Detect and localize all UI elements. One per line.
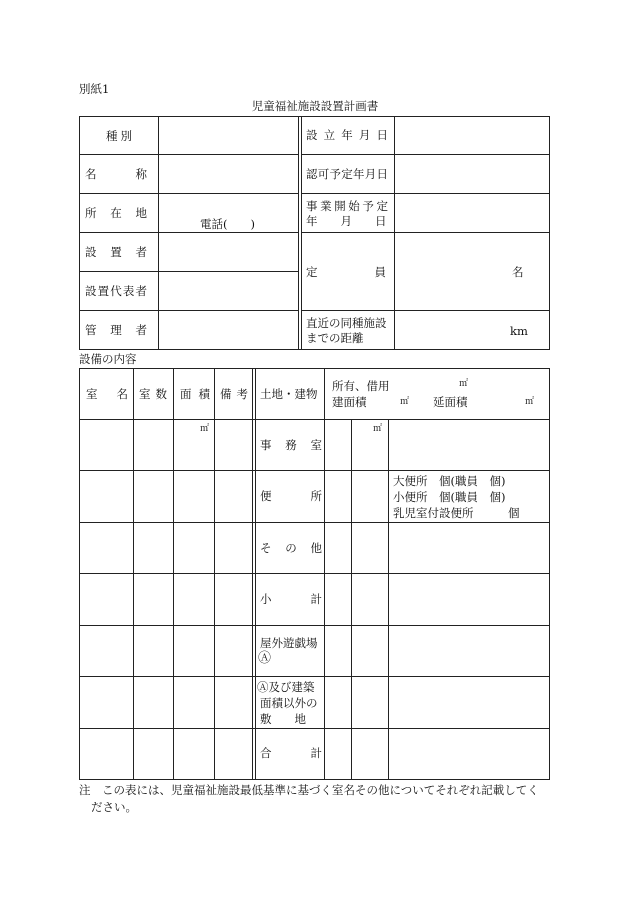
name-label: 名 称	[85, 167, 147, 181]
distance-label: 直近の同種施設	[306, 316, 387, 330]
equipment-section-title: 設備の内容	[79, 352, 137, 366]
unit-m2: ㎡	[459, 379, 469, 389]
unit-m2: ㎡	[373, 424, 383, 434]
header-room-name: 室 名	[86, 387, 128, 401]
established-date-label: 設 立 年 月 日	[306, 128, 388, 142]
header-floor-area: 延面積	[433, 395, 468, 409]
header-remarks: 備 考	[220, 387, 248, 401]
phone-text: 電話( )	[200, 217, 255, 231]
playground-mark: Ⓐ	[258, 651, 272, 666]
row-other: そ の 他	[260, 541, 322, 555]
start-date-label: 事 業 開 始 予 定	[306, 199, 388, 213]
distance-unit: km	[510, 324, 528, 338]
note-line-2: ださい。	[91, 800, 137, 814]
distance-label-2: までの距離	[306, 331, 364, 345]
header-ownership: 所有、借用	[332, 379, 390, 393]
row-outside-land-3: 敷 地	[260, 712, 306, 726]
unit-m2: ㎡	[400, 397, 410, 407]
capacity-label: 定 員	[306, 265, 386, 279]
note-line-1: この表には、児童福祉施設最低基準に基づく室名その他についてそれぞれ記載してく	[102, 783, 539, 797]
row-office: 事 務 室	[260, 438, 322, 452]
row-subtotal: 小 計	[260, 592, 322, 606]
header-land-building: 土地・建物	[260, 387, 318, 401]
document-title: 児童福祉施設設置計画書	[251, 99, 379, 113]
row-playground: 屋外遊戯場	[260, 636, 318, 650]
row-outside-land: Ⓐ及び建築	[257, 680, 315, 694]
note-prefix: 注	[79, 783, 91, 797]
unit-m2: ㎡	[525, 397, 535, 407]
row-outside-land-2: 面積以外の	[260, 696, 318, 710]
manager-label: 管 理 者	[85, 323, 147, 337]
representative-label: 設 置 代 表 者	[85, 284, 147, 298]
toilet-detail-3: 乳児室付設便所 個	[393, 506, 520, 520]
founder-label: 設 置 者	[85, 245, 147, 259]
row-total: 合 計	[260, 746, 322, 760]
approval-date-label: 認 可 予 定 年 月 日	[306, 167, 388, 181]
unit-m2: ㎡	[200, 424, 210, 434]
type-label: 種 別	[106, 128, 132, 143]
capacity-unit: 名	[512, 265, 524, 279]
toilet-detail-1: 大便所 個(職員 個)	[393, 474, 506, 488]
start-date-format: 年 月 日	[306, 214, 387, 228]
header-building-area: 建面積	[332, 395, 367, 409]
header-area: 面 積	[180, 387, 210, 401]
toilet-detail-2: 小便所 個(職員 個)	[393, 490, 506, 504]
annex-label: 別紙1	[79, 82, 110, 96]
header-room-count: 室 数	[139, 387, 167, 401]
location-label: 所 在 地	[85, 206, 147, 220]
row-toilet: 便 所	[260, 489, 322, 503]
